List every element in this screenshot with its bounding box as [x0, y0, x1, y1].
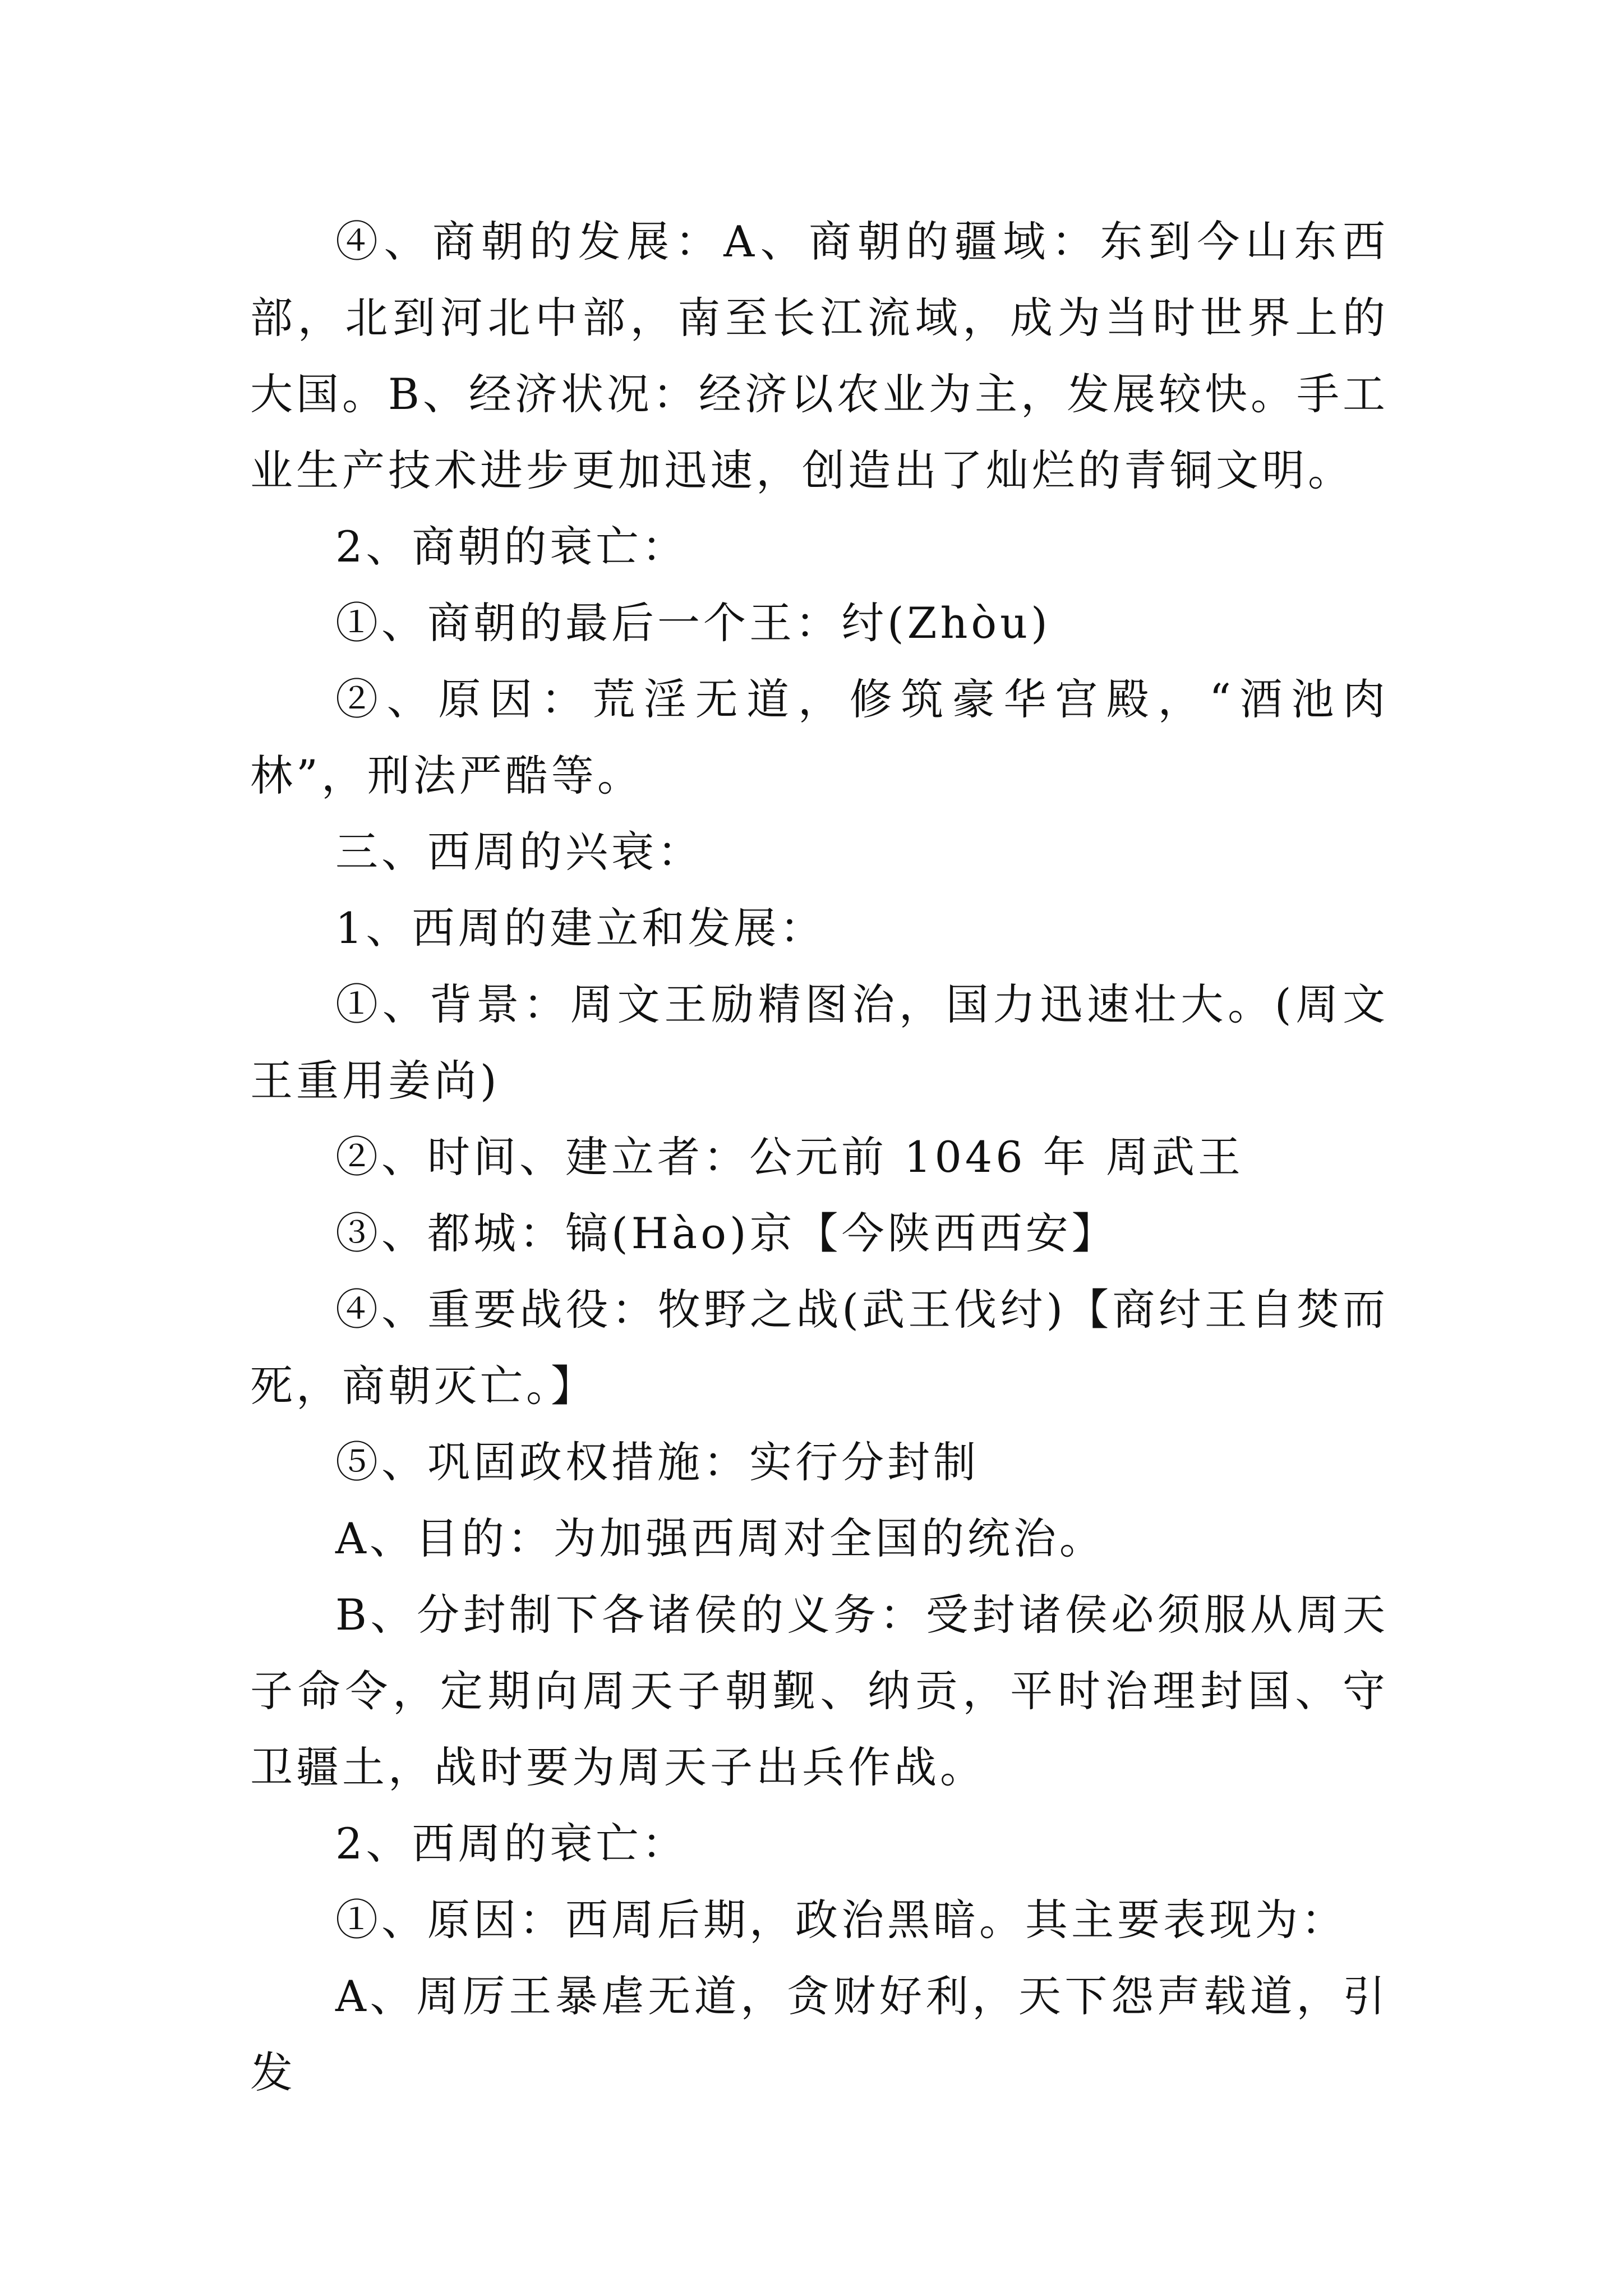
paragraph: 1、西周的建立和发展：: [335, 903, 826, 953]
paragraph: B、分封制下各诸侯的义务：受封诸侯必须服从周天子命令，定期向周天子朝觐、纳贡，平时治理封国、守卫疆土，战时要为周天子出兵作战。: [250, 1590, 1389, 1792]
paragraph: ③、都城：镐(Hào)京【今陕西西安】: [335, 1208, 1118, 1258]
paragraph: 三、西周的兴衰：: [335, 827, 703, 877]
paragraph: ④、商朝的发展：A、商朝的疆域：东到今山东西部，北到河北中部，南至长江流域，成为当时世界上的大国。B、经济状况：经济以农业为主，发展较快。手工业生产技术进步更加迅速，创造出了灿烂的青铜文明。: [250, 217, 1389, 495]
paragraph: A、周厉王暴虐无道，贪财好利，天下怨声载道，引发: [250, 1971, 1389, 2097]
paragraph: 2、商朝的衰亡：: [335, 522, 688, 572]
paragraph: ①、商朝的最后一个王：纣(Zhòu): [335, 598, 1051, 648]
paragraph: ⑤、巩固政权措施：实行分封制: [335, 1437, 979, 1487]
paragraph: A、目的：为加强西周对全国的统治。: [335, 1513, 1105, 1563]
paragraph: ①、原因：西周后期，政治黑暗。其主要表现为：: [335, 1895, 1347, 1945]
paragraph: 2、西周的衰亡：: [335, 1819, 688, 1869]
paragraph: ④、重要战役：牧野之战(武王伐纣)【商纣王自焚而死，商朝灭亡。】: [250, 1285, 1389, 1411]
paragraph: ①、背景：周文王励精图治，国力迅速壮大。(周文王重用姜尚): [250, 979, 1389, 1106]
paragraph: ②、时间、建立者：公元前 1046 年 周武王: [335, 1132, 1244, 1182]
paragraph: ②、原因：荒淫无道，修筑豪华宫殿，“酒池肉林”，刑法严酷等。: [250, 674, 1389, 800]
document-body: [250, 204, 1389, 2111]
